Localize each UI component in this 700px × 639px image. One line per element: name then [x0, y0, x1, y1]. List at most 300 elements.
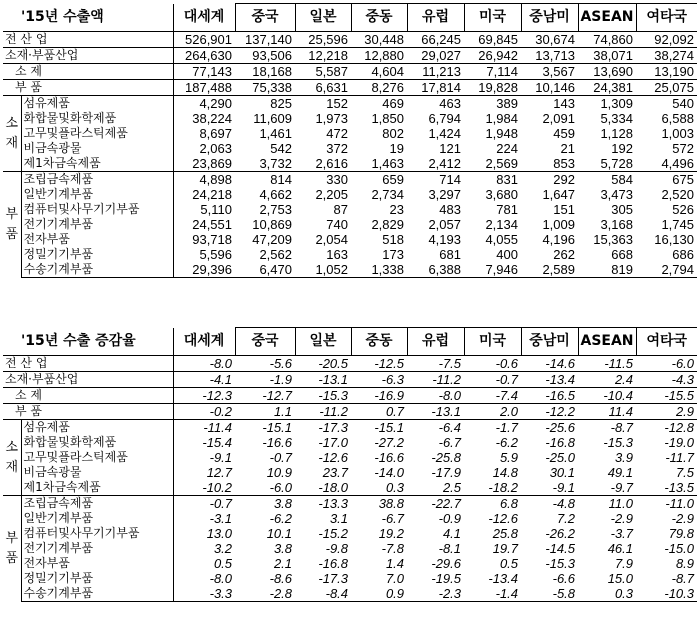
value-cell: -15.0 [664, 541, 695, 556]
value-cell: 714 [407, 172, 464, 188]
value-cell: 472 [326, 126, 348, 141]
value-cell: 5,334 [600, 111, 633, 126]
value-cell: -6.7 [381, 511, 405, 526]
value-cell: -11.4 [173, 420, 235, 436]
row-label: 화합물및화학제품 [23, 111, 117, 125]
column-header: 중남미 [521, 328, 578, 356]
row-label: 컴퓨터및사무기기부품 [23, 202, 140, 216]
row-label: 화합물및화학제품 [23, 435, 117, 449]
value-cell: 1,745 [661, 217, 694, 232]
value-cell: 389 [496, 96, 518, 111]
value-cell: -0.6 [464, 356, 521, 372]
value-cell: 15.0 [607, 571, 634, 586]
value-cell: 7.5 [675, 465, 695, 480]
value-cell: 0.7 [351, 404, 407, 420]
value-cell: -1.7 [495, 420, 519, 435]
value-cell: 93,718 [173, 232, 235, 247]
value-cell: 459 [553, 126, 575, 141]
detail-row [3, 262, 697, 278]
column-header: 대세계 [173, 328, 235, 356]
value-cell: -15.3 [545, 556, 576, 571]
value-cell: -2.3 [407, 586, 464, 602]
detail-row [3, 232, 697, 247]
value-cell: 4,196 [542, 232, 575, 247]
value-cell: 4,055 [485, 232, 518, 247]
value-cell: 18,168 [235, 64, 295, 80]
value-cell: 825 [270, 96, 292, 111]
value-cell: 8,697 [173, 126, 235, 141]
value-cell: 526,901 [173, 32, 235, 48]
value-cell: -10.4 [578, 388, 636, 404]
value-cell: 7.9 [614, 556, 634, 571]
value-cell: -27.2 [374, 435, 405, 450]
column-header: 일본 [295, 328, 351, 356]
value-cell: -0.7 [464, 372, 521, 388]
row-label: 소 제 [3, 64, 173, 80]
row-label: 정밀기기부품 [23, 571, 94, 585]
value-cell: -4.1 [173, 372, 235, 388]
value-cell: -5.6 [235, 356, 295, 372]
value-cell: 29,396 [173, 262, 235, 278]
value-cell: -13.4 [521, 372, 578, 388]
value-cell: 686 [672, 247, 694, 262]
value-cell: 540 [672, 96, 694, 111]
value-cell: -15.3 [603, 435, 634, 450]
value-cell: 17,814 [407, 80, 464, 96]
value-cell: 3.8 [273, 541, 293, 556]
detail-row [3, 465, 697, 480]
value-cell: 47,209 [252, 232, 292, 247]
row-label: 전자부품 [23, 232, 70, 246]
value-cell: 659 [351, 172, 407, 188]
value-cell: 10,869 [252, 217, 292, 232]
value-cell: 2.5 [442, 480, 462, 495]
value-cell: -9.7 [610, 480, 634, 495]
value-cell: 3,297 [428, 187, 461, 202]
value-cell: -0.7 [269, 450, 293, 465]
value-cell: 10,146 [521, 80, 578, 96]
value-cell: -11.2 [407, 372, 464, 388]
value-cell: 23 [389, 202, 404, 217]
value-cell: 38.8 [351, 496, 407, 512]
row-label: 제1차금속제품 [23, 156, 101, 170]
value-cell: 30,674 [521, 32, 578, 48]
value-cell: 5,110 [173, 202, 235, 217]
table-title: '15년 수출액 [3, 4, 173, 32]
value-cell: 814 [235, 172, 295, 188]
value-cell: -13.1 [407, 404, 464, 420]
detail-row [3, 217, 697, 232]
value-cell: 46.1 [607, 541, 634, 556]
value-cell: -25.0 [545, 450, 576, 465]
value-cell: -9.1 [552, 480, 576, 495]
value-cell: -5.8 [521, 586, 578, 602]
row-label: 고무및플라스틱제품 [23, 126, 128, 140]
value-cell: 6,388 [407, 262, 464, 278]
value-cell: -15.1 [262, 420, 293, 435]
value-cell: -18.2 [488, 480, 519, 495]
value-cell: 13,190 [636, 64, 697, 80]
value-cell: 831 [464, 172, 521, 188]
detail-row [3, 126, 697, 141]
column-header: 중동 [351, 4, 407, 32]
value-cell: -9.1 [173, 450, 235, 465]
value-cell: 1,052 [295, 262, 351, 278]
value-cell: 93,506 [235, 48, 295, 64]
row-label: 일반기계부품 [23, 187, 94, 201]
value-cell: 3,168 [600, 217, 633, 232]
value-cell: -17.3 [318, 571, 349, 586]
value-cell: 0.5 [499, 556, 519, 571]
value-cell: -8.6 [269, 571, 293, 586]
row-label: 수송기계부품 [21, 262, 173, 278]
value-cell: 25,075 [636, 80, 697, 96]
row-label: 섬유제품 [23, 420, 70, 434]
value-cell: -13.4 [488, 571, 519, 586]
value-cell: 13.0 [173, 526, 235, 541]
value-cell: 3.8 [235, 496, 295, 512]
row-label: 비금속광물 [23, 141, 82, 155]
value-cell: -25.8 [431, 450, 462, 465]
value-cell: 675 [636, 172, 697, 188]
value-cell: 802 [382, 126, 404, 141]
summary-row [3, 372, 697, 388]
detail-row [3, 541, 697, 556]
value-cell: -8.0 [173, 571, 235, 586]
material-group-label: 소 재 [3, 96, 21, 172]
value-cell: 2,057 [428, 217, 461, 232]
value-cell: 12.7 [173, 465, 235, 480]
detail-row [3, 202, 697, 217]
row-label: 전 산 업 [3, 32, 173, 48]
value-cell: 2,829 [371, 217, 404, 232]
value-cell: -16.8 [545, 435, 576, 450]
column-header: 중국 [235, 4, 295, 32]
column-header: 여타국 [636, 4, 697, 32]
column-header: 여타국 [636, 328, 697, 356]
row-label: 조립금속제품 [21, 496, 173, 512]
value-cell: 66,245 [407, 32, 464, 48]
summary-row [3, 356, 697, 372]
value-cell: 30,448 [351, 32, 407, 48]
value-cell: 2,520 [661, 187, 694, 202]
value-cell: 3.2 [173, 541, 235, 556]
value-cell: 1,850 [371, 111, 404, 126]
value-cell: 2,054 [315, 232, 348, 247]
value-cell: -13.3 [295, 496, 351, 512]
value-cell: -11.2 [295, 404, 351, 420]
value-cell: -17.0 [318, 435, 349, 450]
value-cell: 29,027 [407, 48, 464, 64]
row-label: 소 제 [3, 388, 173, 404]
value-cell: 1,003 [661, 126, 694, 141]
value-cell: 25.8 [492, 526, 519, 541]
value-cell: -16.8 [318, 556, 349, 571]
value-cell: 24,218 [173, 187, 235, 202]
value-cell: -2.9 [671, 511, 695, 526]
value-cell: -8.4 [295, 586, 351, 602]
value-cell: 1,973 [315, 111, 348, 126]
row-label: 섬유제품 [23, 96, 70, 110]
parts-group-label: 부 품 [3, 496, 21, 602]
value-cell: 12,218 [295, 48, 351, 64]
value-cell: 668 [611, 247, 633, 262]
value-cell: -13.5 [664, 480, 695, 495]
column-header: ASEAN [578, 328, 636, 356]
value-cell: 1,647 [542, 187, 575, 202]
value-cell: 3.1 [329, 511, 349, 526]
value-cell: 13,690 [578, 64, 636, 80]
value-cell: -13.1 [295, 372, 351, 388]
value-cell: 681 [439, 247, 461, 262]
value-cell: 6,470 [235, 262, 295, 278]
value-cell: -10.3 [636, 586, 697, 602]
value-cell: 584 [578, 172, 636, 188]
value-cell: 819 [578, 262, 636, 278]
value-cell: 0.9 [351, 586, 407, 602]
value-cell: 2,412 [428, 156, 461, 171]
value-cell: 69,845 [464, 32, 521, 48]
value-cell: -20.5 [295, 356, 351, 372]
value-cell: 19,828 [464, 80, 521, 96]
value-cell: 23.7 [322, 465, 349, 480]
value-cell: 24,381 [578, 80, 636, 96]
value-cell: 6.8 [464, 496, 521, 512]
value-cell: 11,213 [407, 64, 464, 80]
value-cell: 469 [382, 96, 404, 111]
value-cell: 38,071 [578, 48, 636, 64]
value-cell: -2.8 [235, 586, 295, 602]
value-cell: 5,728 [600, 156, 633, 171]
detail-row [3, 571, 697, 586]
value-cell: 2,794 [636, 262, 697, 278]
detail-row [3, 450, 697, 465]
value-cell: -15.4 [173, 435, 235, 450]
value-cell: 8,276 [351, 80, 407, 96]
value-cell: 16,130 [654, 232, 694, 247]
value-cell: 3.9 [614, 450, 634, 465]
value-cell: 87 [333, 202, 348, 217]
value-cell: 1,463 [371, 156, 404, 171]
value-cell: -15.5 [636, 388, 697, 404]
value-cell: 463 [439, 96, 461, 111]
value-cell: 4,193 [428, 232, 461, 247]
value-cell: 3,567 [521, 64, 578, 80]
value-cell: -11.7 [665, 450, 695, 465]
value-cell: 2,091 [542, 111, 575, 126]
value-cell: 15,363 [593, 232, 633, 247]
value-cell: 1,309 [600, 96, 633, 111]
value-cell: 143 [553, 96, 575, 111]
value-cell: -16.5 [521, 388, 578, 404]
row-label: 조립금속제품 [21, 172, 173, 188]
value-cell: -26.2 [545, 526, 576, 541]
detail-row [3, 96, 697, 112]
value-cell: 77,143 [173, 64, 235, 80]
value-cell: 7.2 [556, 511, 576, 526]
value-cell: 305 [611, 202, 633, 217]
value-cell: -9.8 [325, 541, 349, 556]
value-cell: 121 [439, 141, 461, 156]
value-cell: 224 [496, 141, 518, 156]
value-cell: 2,569 [485, 156, 518, 171]
value-cell: -12.2 [521, 404, 578, 420]
detail-row [3, 247, 697, 262]
value-cell: 292 [521, 172, 578, 188]
value-cell: 3,680 [485, 187, 518, 202]
value-cell: -19.0 [664, 435, 695, 450]
value-cell: 0.5 [173, 556, 235, 571]
value-cell: 19.2 [378, 526, 405, 541]
value-cell: 262 [553, 247, 575, 262]
summary-row [3, 64, 697, 80]
value-cell: -12.5 [351, 356, 407, 372]
detail-row [3, 156, 697, 172]
value-cell: 1,338 [351, 262, 407, 278]
value-cell: 1.4 [385, 556, 405, 571]
value-cell: 137,140 [235, 32, 295, 48]
value-cell: -6.2 [495, 435, 519, 450]
value-cell: 740 [326, 217, 348, 232]
value-cell: -11.0 [636, 496, 697, 512]
column-header: ASEAN [578, 4, 636, 32]
value-cell: -29.6 [431, 556, 462, 571]
value-cell: 6,631 [295, 80, 351, 96]
value-cell: -7.8 [381, 541, 405, 556]
value-cell: 4,604 [351, 64, 407, 80]
detail-row [3, 141, 697, 156]
row-label: 소재·부품산업 [3, 48, 173, 64]
detail-row [3, 511, 697, 526]
value-cell: 11,609 [253, 111, 292, 126]
value-cell: 8.9 [675, 556, 695, 571]
row-label: 정밀기기부품 [23, 247, 94, 261]
value-cell: 2,562 [259, 247, 292, 262]
value-cell: 542 [270, 141, 292, 156]
detail-row [3, 435, 697, 450]
value-cell: 10.9 [266, 465, 293, 480]
value-cell: 12,880 [351, 48, 407, 64]
value-cell: 4,898 [173, 172, 235, 188]
row-label: 전기기계부품 [23, 217, 94, 231]
column-header: 유럽 [407, 328, 464, 356]
value-cell: 74,860 [578, 32, 636, 48]
value-cell: -8.1 [438, 541, 462, 556]
value-cell: 4,496 [661, 156, 694, 171]
value-cell: -6.3 [351, 372, 407, 388]
summary-row [3, 80, 697, 96]
value-cell: 49.1 [607, 465, 634, 480]
value-cell: 2.4 [578, 372, 636, 388]
summary-row [3, 388, 697, 404]
value-cell: -16.6 [262, 435, 293, 450]
value-cell: 2.1 [273, 556, 293, 571]
column-header: 중동 [351, 328, 407, 356]
value-cell: 2,589 [521, 262, 578, 278]
detail-row [3, 420, 697, 436]
export-amount-table [3, 3, 697, 278]
value-cell: -6.0 [636, 356, 697, 372]
value-cell: 264,630 [173, 48, 235, 64]
summary-row [3, 48, 697, 64]
value-cell: 6,588 [661, 111, 694, 126]
row-label: 전자부품 [23, 556, 70, 570]
value-cell: -0.9 [438, 511, 462, 526]
value-cell: 483 [439, 202, 461, 217]
detail-row [3, 172, 697, 188]
value-cell: -1.9 [235, 372, 295, 388]
detail-row [3, 187, 697, 202]
value-cell: 23,869 [173, 156, 235, 172]
value-cell: 11.0 [578, 496, 636, 512]
detail-row [3, 496, 697, 512]
value-cell: 2,063 [173, 141, 235, 156]
value-cell: -3.7 [610, 526, 634, 541]
value-cell: -6.2 [269, 511, 293, 526]
value-cell: 187,488 [173, 80, 235, 96]
detail-row [3, 111, 697, 126]
row-label: 고무및플라스틱제품 [23, 450, 128, 464]
value-cell: 4,290 [173, 96, 235, 112]
value-cell: -8.0 [407, 388, 464, 404]
value-cell: -10.2 [173, 480, 235, 496]
column-header: 중국 [235, 328, 295, 356]
value-cell: -7.4 [464, 388, 521, 404]
value-cell: 75,338 [235, 80, 295, 96]
detail-row [3, 526, 697, 541]
value-cell: 2,205 [315, 187, 348, 202]
column-header: 미국 [464, 328, 521, 356]
value-cell: 19.7 [492, 541, 519, 556]
value-cell: 1,128 [600, 126, 633, 141]
column-header: 미국 [464, 4, 521, 32]
value-cell: 853 [553, 156, 575, 171]
value-cell: -14.5 [545, 541, 576, 556]
value-cell: 1,984 [485, 111, 518, 126]
value-cell: -3.1 [173, 511, 235, 526]
value-cell: 0.3 [385, 480, 405, 495]
value-cell: 1,424 [428, 126, 461, 141]
value-cell: 2.9 [636, 404, 697, 420]
value-cell: 11.4 [578, 404, 636, 420]
value-cell: 2,753 [259, 202, 292, 217]
value-cell: 14.8 [492, 465, 519, 480]
header-row [3, 328, 697, 356]
row-label: 컴퓨터및사무기기부품 [23, 526, 140, 540]
value-cell: -22.7 [407, 496, 464, 512]
value-cell: -1.4 [464, 586, 521, 602]
value-cell: 19 [389, 141, 404, 156]
value-cell: -0.2 [173, 404, 235, 420]
value-cell: -12.3 [173, 388, 235, 404]
value-cell: 400 [496, 247, 518, 262]
value-cell: -17.3 [318, 420, 349, 435]
value-cell: 2,134 [485, 217, 518, 232]
value-cell: 7,114 [464, 64, 521, 80]
value-cell: 38,274 [636, 48, 697, 64]
row-label: 부 품 [3, 404, 173, 420]
value-cell: 526 [672, 202, 694, 217]
value-cell: -12.8 [664, 420, 695, 435]
value-cell: 192 [611, 141, 633, 156]
value-cell: 7.0 [385, 571, 405, 586]
row-label: 전기기계부품 [23, 541, 94, 555]
value-cell: -8.7 [671, 571, 695, 586]
value-cell: 163 [326, 247, 348, 262]
value-cell: -12.6 [488, 511, 519, 526]
value-cell: 5,587 [295, 64, 351, 80]
value-cell: 1,461 [259, 126, 292, 141]
